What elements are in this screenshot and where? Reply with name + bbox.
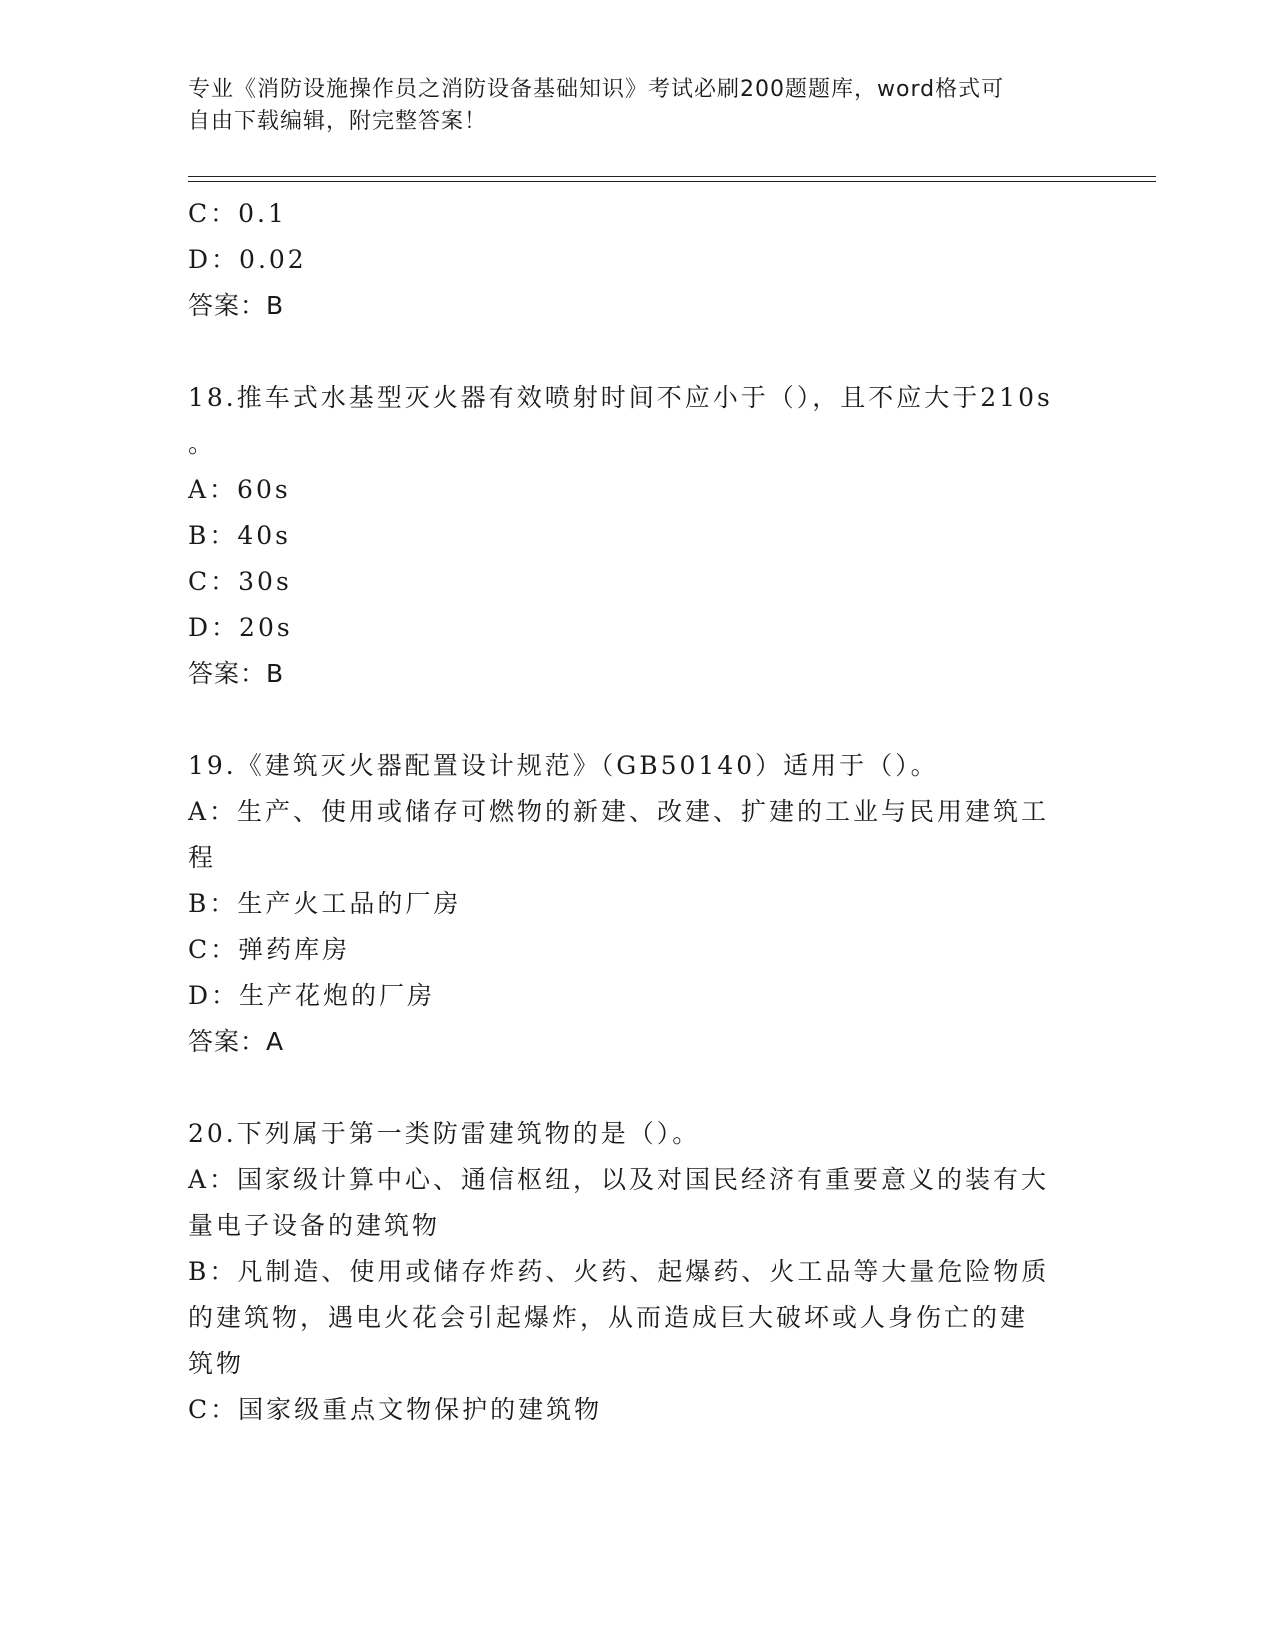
q18-option-d: D：20s [188, 613, 293, 642]
q20-option-b-line-1: B：凡制造、使用或储存炸药、火药、起爆药、火工品等大量危险物质 [188, 1257, 1050, 1286]
q20-option-b-line-2: 的建筑物，遇电火花会引起爆炸，从而造成巨大破坏或人身伤亡的建 [188, 1303, 1029, 1332]
q18-answer: 答案：B [188, 659, 285, 688]
q19-option-a-line-2: 程 [188, 843, 217, 872]
spacer [188, 329, 1088, 375]
q18-stem-line-1: 18.推车式水基型灭火器有效喷射时间不应小于（），且不应大于210s [188, 383, 1053, 412]
q20-option-b-line-3: 筑物 [188, 1349, 245, 1378]
q18-stem-line-2: 。 [188, 429, 217, 458]
header-divider-bottom [188, 181, 1156, 182]
q20-stem: 20.下列属于第一类防雷建筑物的是（）。 [188, 1119, 701, 1148]
q19-option-c: C：弹药库房 [188, 935, 351, 964]
q19-option-a-line-1: A：生产、使用或储存可燃物的新建、改建、扩建的工业与民用建筑工 [188, 797, 1050, 826]
header-title-line-2: 自由下载编辑，附完整答案！ [188, 109, 488, 134]
prev-option-d: D：0.02 [188, 245, 307, 274]
spacer [188, 1065, 1088, 1111]
q18-option-b: B：40s [188, 521, 292, 550]
q18-option-c: C：30s [188, 567, 292, 596]
prev-answer: 答案：B [188, 291, 285, 320]
page-header [188, 74, 1088, 138]
prev-option-c: C：0.1 [188, 199, 287, 228]
header-divider-top [188, 176, 1156, 177]
header-title-line-1: 专业《消防设施操作员之消防设备基础知识》考试必刷200题题库，word格式可 [188, 77, 1005, 102]
q20-option-a-line-1: A：国家级计算中心、通信枢纽，以及对国民经济有重要意义的装有大 [188, 1165, 1050, 1194]
q19-answer: 答案：A [188, 1027, 285, 1056]
q19-stem: 19.《建筑灭火器配置设计规范》（GB50140）适用于（）。 [188, 751, 939, 780]
spacer [188, 697, 1088, 743]
q19-option-d: D：生产花炮的厂房 [188, 981, 436, 1010]
q18-option-a: A：60s [188, 475, 291, 504]
q20-option-c: C：国家级重点文物保护的建筑物 [188, 1395, 603, 1424]
q19-option-b: B：生产火工品的厂房 [188, 889, 462, 918]
q20-option-a-line-2: 量电子设备的建筑物 [188, 1211, 441, 1240]
question-content [188, 191, 1088, 1433]
